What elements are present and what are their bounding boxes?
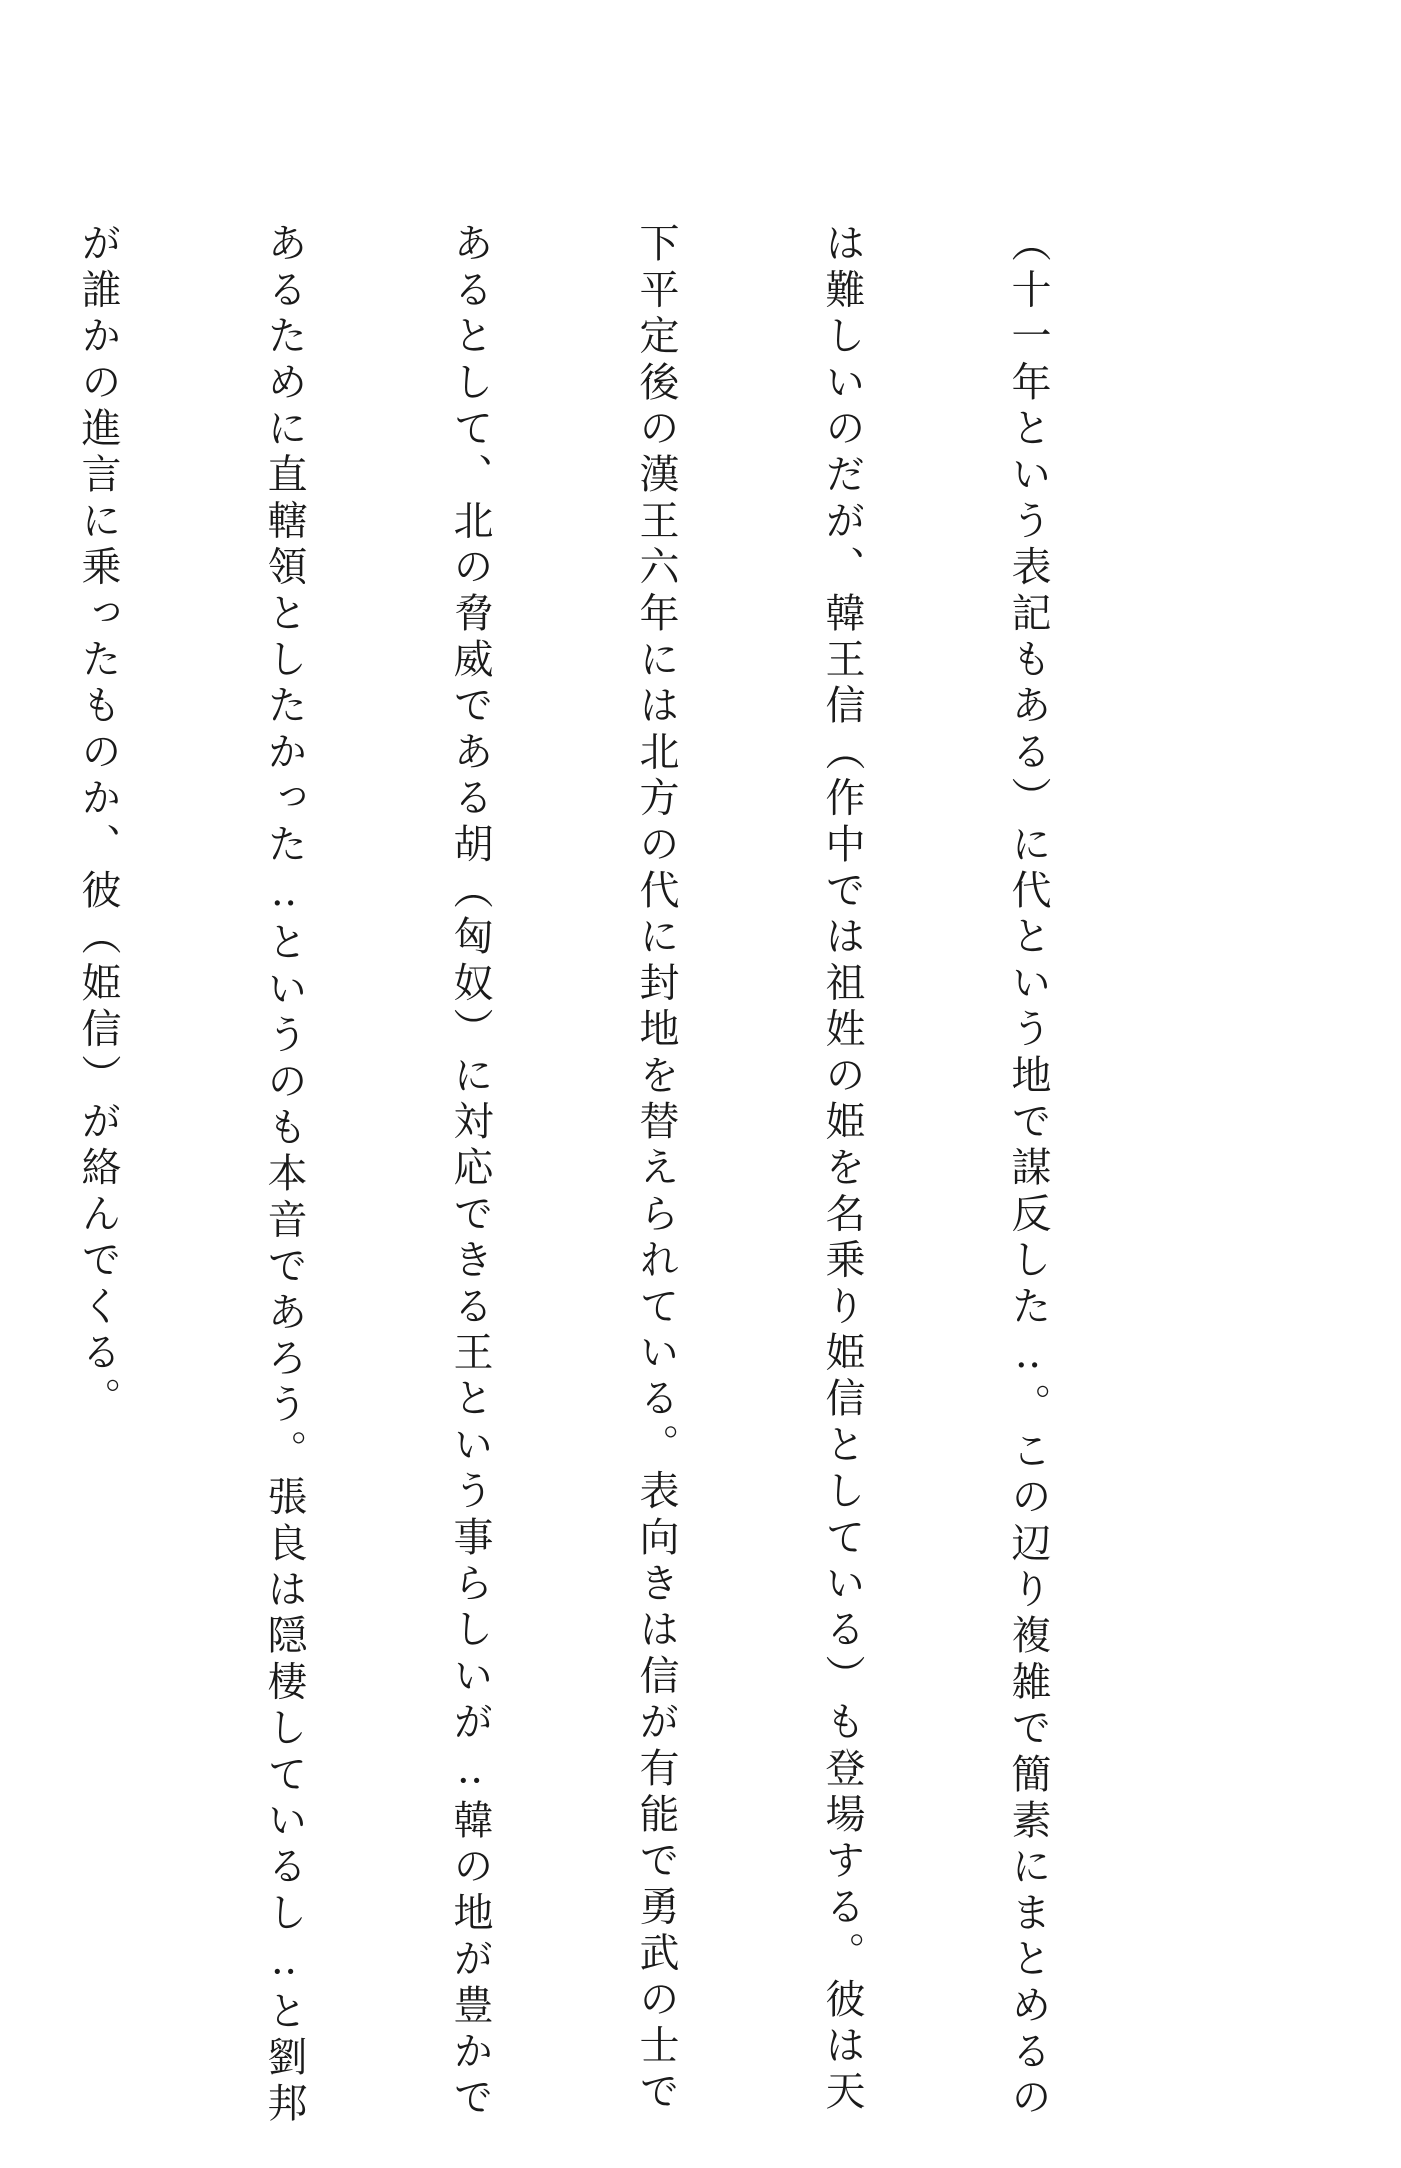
text-column: 下平定後の漢王六年には北方の代に封地を替えられている。表向きは信が有能で勇武の士で xyxy=(633,222,679,2117)
text-column: あるとして、北の脅威である胡（匈奴）に対応できる王という事らしいが‥韓の地が豊かで xyxy=(447,222,493,2123)
text-column: あるために直轄領としたかった‥というのも本音であろう。張良は隠棲しているし‥と劉邦 xyxy=(261,222,307,2129)
text-column: （十一年という表記もある）に代という地で謀反した‥。この辺り複雑で簡素にまとめるの xyxy=(1005,222,1051,2123)
text-column: は難しいのだが、韓王信（作中では祖姓の姫を名乗り姫信としている）も登場する。彼は天 xyxy=(819,222,865,2117)
text-column: が誰かの進言に乗ったものか、彼（姫信）が絡んでくる。 xyxy=(75,222,121,1424)
vertical-text-body xyxy=(0,222,1183,2129)
